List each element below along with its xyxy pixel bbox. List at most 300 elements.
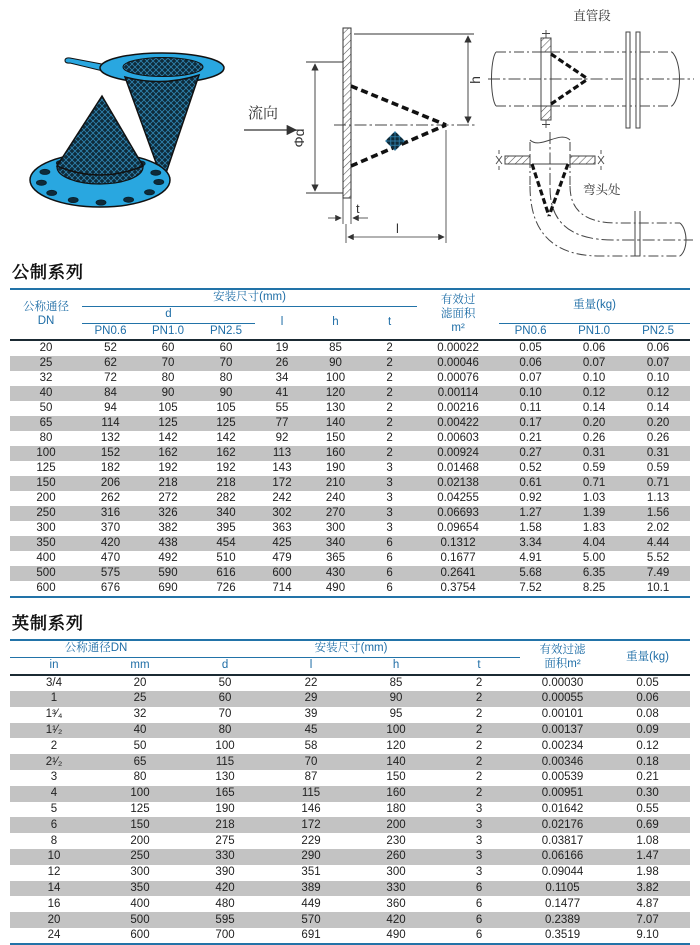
table-cell: 240 (325, 492, 346, 505)
table-cell: 0.14 (582, 402, 606, 415)
table-cell: 0.3519 (544, 928, 581, 941)
table-cell: 95 (389, 708, 403, 721)
table-cell: 2¹⁄₂ (45, 755, 63, 768)
table-cell: 2 (475, 692, 483, 705)
table-row (10, 928, 690, 944)
table-cell: 8.25 (582, 582, 606, 595)
table-cell: 1.27 (519, 507, 542, 520)
table-cell: 125 (130, 802, 150, 815)
table-cell: 143 (272, 462, 292, 475)
col-header-t: t (477, 659, 481, 672)
table-cell: 570 (301, 913, 321, 926)
table-cell: 0.14 (646, 402, 670, 415)
col-header-in: in (49, 659, 59, 672)
table-cell: 142 (158, 432, 178, 445)
table-row (10, 912, 690, 928)
table-cell: 90 (389, 692, 403, 705)
table-cell: 5.68 (519, 567, 542, 580)
table-cell: 60 (218, 692, 232, 705)
table-row (10, 371, 690, 386)
table-cell: 242 (272, 492, 292, 505)
table-cell: 0.06 (519, 357, 542, 370)
table-cell: 400 (36, 552, 56, 565)
table-cell: 3 (475, 802, 483, 815)
table-cell: 0.27 (519, 447, 542, 460)
elbow-label: 弯头处 (583, 183, 621, 197)
table-cell: 1.58 (519, 522, 542, 535)
table-row (10, 566, 690, 581)
table-cell: 0.1677 (440, 552, 476, 565)
table-cell: 425 (272, 537, 292, 550)
table-cell: 0.00951 (541, 787, 584, 800)
table-cell: 34 (275, 372, 289, 385)
table-cell: 180 (386, 802, 406, 815)
table-cell: 3 (386, 492, 393, 505)
table-cell: 150 (36, 477, 56, 490)
col-header-d-pn06: PN0.6 (94, 324, 127, 337)
table-row (10, 865, 690, 881)
col-header-h: h (392, 659, 400, 672)
table-cell: 41 (275, 387, 289, 400)
table-cell: 80 (133, 771, 147, 784)
table-cell: 0.1312 (440, 537, 476, 550)
table-cell: 500 (36, 567, 56, 580)
table-cell: 0.59 (582, 462, 606, 475)
table-cell: 0.01642 (541, 802, 584, 815)
table-cell: 0.00539 (541, 771, 584, 784)
h-label: h (467, 76, 483, 84)
table-cell: 70 (218, 708, 232, 721)
table-cell: 2 (362, 340, 417, 356)
table-cell: 595 (215, 913, 235, 926)
table-cell: 714 (272, 582, 292, 595)
table-row (10, 551, 690, 566)
table-cell: 0.00603 (437, 432, 479, 445)
table-cell: 218 (215, 818, 235, 831)
col-header-l: l (309, 659, 313, 672)
table-cell: 100 (130, 787, 150, 800)
table-cell: 90 (161, 387, 175, 400)
table-cell: 0.10 (582, 372, 606, 385)
metric-table-header (10, 289, 690, 340)
col-header-install-size: 安装尺寸(mm) (182, 640, 520, 657)
table-cell: 0.02176 (541, 818, 584, 831)
table-cell: 262 (100, 492, 121, 505)
table-cell: 150 (386, 771, 406, 784)
table-cell: 2 (386, 432, 393, 445)
table-cell: 0.26 (582, 432, 606, 445)
table-cell: 6 (386, 582, 393, 595)
table-cell: 4.44 (646, 537, 670, 550)
table-cell: 0.00137 (541, 723, 584, 736)
table-row (10, 491, 690, 506)
col-header-dn: 公称通径DN (10, 640, 182, 657)
col-header-area (520, 640, 605, 675)
col-header-area (417, 289, 499, 340)
table-cell: 6 (475, 913, 483, 926)
table-cell: 616 (216, 567, 236, 580)
table-cell: 575 (100, 567, 121, 580)
mesh-symbol (385, 131, 405, 151)
table-cell: 6 (475, 881, 483, 894)
table-row (10, 723, 690, 739)
table-cell: 0.2641 (440, 567, 476, 580)
table-cell: 690 (158, 582, 178, 595)
table-row (10, 416, 690, 431)
table-cell: 0.00046 (437, 357, 479, 370)
table-cell: 0.06693 (437, 507, 479, 520)
table-cell: 90 (329, 357, 342, 370)
col-header-h: h (332, 316, 339, 329)
table-cell: 80 (219, 372, 233, 385)
col-header-d: d (221, 659, 229, 672)
table-cell: 92 (275, 432, 289, 445)
cone-strainer-illustration (12, 10, 240, 252)
table-cell: 6 (386, 567, 393, 580)
table-cell: 65 (39, 417, 53, 430)
table-cell: 395 (216, 522, 236, 535)
table-cell: 0.30 (636, 787, 659, 800)
table-cell: 0.17 (519, 417, 542, 430)
table-cell: 0.00101 (541, 708, 584, 721)
table-cell: 0.04255 (437, 492, 479, 505)
table-cell: 6 (475, 897, 483, 910)
table-cell: 0.69 (636, 818, 659, 831)
table-cell: 600 (36, 582, 56, 595)
table-cell: 0.10 (519, 387, 542, 400)
table-cell: 16 (47, 897, 61, 910)
table-row (10, 691, 690, 707)
table-cell: 510 (216, 552, 236, 565)
table-cell: 382 (158, 522, 178, 535)
table-cell: 275 (215, 834, 235, 847)
table-row (10, 581, 690, 597)
table-row (10, 431, 690, 446)
table-cell: 0.05 (499, 340, 562, 356)
table-cell: 130 (215, 771, 235, 784)
table-row (10, 506, 690, 521)
table-cell: 218 (158, 477, 178, 490)
table-cell: 365 (325, 552, 346, 565)
table-cell: 4.91 (519, 552, 542, 565)
table-cell: 3.82 (636, 881, 659, 894)
table-cell: 206 (100, 477, 121, 490)
table-cell: 0.09 (636, 723, 659, 736)
table-cell: 330 (386, 881, 406, 894)
flange-plate-section (343, 28, 351, 198)
table-cell: 26 (275, 357, 289, 370)
table-cell: 691 (301, 928, 321, 941)
upright-cone-mesh (57, 96, 143, 175)
table-cell: 470 (100, 552, 121, 565)
area-header-line3: m² (451, 321, 465, 334)
table-cell: 7.07 (636, 913, 659, 926)
col-header-weight: 重量(kg) (499, 289, 690, 323)
table-cell: 0.07 (646, 357, 670, 370)
table-cell: 726 (216, 582, 236, 595)
table-cell: 272 (158, 492, 178, 505)
table-cell: 90 (219, 387, 233, 400)
table-cell: 4 (50, 787, 58, 800)
flow-direction-label: 流向 (248, 105, 279, 122)
table-cell: 300 (325, 522, 346, 535)
col-header-w-pn10: PN1.0 (578, 324, 611, 337)
table-cell: 160 (325, 447, 346, 460)
table-cell: 80 (161, 372, 175, 385)
table-cell: 58 (304, 739, 318, 752)
table-cell: 0.00924 (437, 447, 479, 460)
col-header-d-pn25: PN2.5 (210, 324, 242, 337)
area-header-line2: 面积m² (544, 657, 581, 670)
imperial-series-title: 英制系列 (12, 614, 84, 634)
table-cell: 125 (158, 417, 178, 430)
table-cell: 370 (100, 522, 121, 535)
table-cell: 2 (386, 357, 393, 370)
table-cell: 0.21 (519, 432, 542, 445)
table-cell: 210 (325, 477, 346, 490)
table-cell: 25 (133, 692, 147, 705)
table-cell: 0.09654 (437, 522, 479, 535)
table-cell: 300 (130, 866, 150, 879)
table-cell: 2 (386, 447, 393, 460)
table-cell: 230 (386, 834, 406, 847)
table-cell: 40 (133, 723, 147, 736)
table-cell: 0.2389 (544, 913, 581, 926)
imperial-table (10, 639, 690, 945)
table-cell: 2 (438, 675, 520, 691)
table-cell: 3.34 (519, 537, 542, 550)
table-cell: 7.52 (519, 582, 542, 595)
phi-d-dimension (306, 62, 343, 193)
table-cell: 60 (197, 340, 255, 356)
table-cell: 282 (216, 492, 236, 505)
table-row (10, 833, 690, 849)
table-cell: 55 (275, 402, 289, 415)
col-header-mm: mm (130, 659, 150, 672)
table-cell: 190 (325, 462, 346, 475)
strainer-mesh-opening (123, 58, 203, 77)
table-cell: 218 (216, 477, 236, 490)
table-cell: 250 (36, 507, 56, 520)
table-cell: 3 (386, 477, 393, 490)
table-cell: 10 (47, 850, 61, 863)
table-cell: 0.21 (636, 771, 659, 784)
metric-table-body (10, 340, 690, 597)
bolt-symbol-right (598, 150, 604, 170)
table-cell: 190 (215, 802, 235, 815)
table-cell: 0.00030 (520, 675, 605, 691)
table-cell: 20 (47, 913, 61, 926)
table-cell: 84 (104, 387, 117, 400)
table-row (10, 386, 690, 401)
table-cell: 172 (272, 477, 292, 490)
table-cell: 162 (158, 447, 178, 460)
table-cell: 0.09044 (541, 866, 584, 879)
table-cell: 1¹⁄₂ (45, 723, 63, 736)
strainer-dimension-diagram (236, 6, 484, 254)
table-cell: 0.00076 (437, 372, 479, 385)
table-cell: 500 (130, 913, 150, 926)
table-cell: 0.71 (646, 477, 670, 490)
table-cell: 0.18 (636, 755, 659, 768)
col-header-d: d (82, 306, 255, 323)
table-cell: 50 (182, 675, 268, 691)
table-cell: 0.26 (646, 432, 670, 445)
table-row (10, 881, 690, 897)
table-row (10, 340, 690, 356)
figures-row (0, 0, 700, 258)
table-row (10, 754, 690, 770)
elbow-flange-right (570, 156, 595, 164)
elbow-flange-left (505, 156, 530, 164)
table-cell: 3 (386, 462, 393, 475)
table-cell: 0.92 (519, 492, 542, 505)
table-cell: 120 (386, 739, 406, 752)
imperial-table-header (10, 640, 690, 675)
table-cell: 39 (304, 708, 318, 721)
table-cell: 0.52 (519, 462, 542, 475)
table-cell: 24 (47, 928, 61, 941)
elbow-centerline (550, 132, 693, 240)
table-cell: 260 (386, 850, 406, 863)
table-cell: 2 (475, 708, 483, 721)
table-cell: 2 (386, 402, 393, 415)
table-cell: 2.02 (646, 522, 670, 535)
table-cell: 77 (275, 417, 289, 430)
table-cell: 40 (39, 387, 53, 400)
table-cell: 12 (47, 866, 61, 879)
area-header-line2: 滤面积 (440, 307, 476, 320)
table-cell: 0.01468 (437, 462, 479, 475)
table-cell: 340 (216, 507, 236, 520)
table-cell: 125 (36, 462, 56, 475)
col-header-d-pn10: PN1.0 (152, 324, 184, 337)
table-cell: 60 (139, 340, 197, 356)
table-cell: 351 (301, 866, 321, 879)
col-header-weight: 重量(kg) (626, 650, 669, 663)
table-cell: 389 (301, 881, 321, 894)
table-cell: 300 (386, 866, 406, 879)
bolt-symbol-left (496, 150, 502, 170)
table-cell: 290 (301, 850, 321, 863)
table-cell: 152 (100, 447, 121, 460)
cone-section-edges (351, 86, 446, 166)
table-cell: 20 (10, 340, 82, 356)
table-cell: 2 (50, 739, 58, 752)
table-cell: 229 (301, 834, 321, 847)
table-cell: 420 (215, 881, 235, 894)
table-cell: 350 (36, 537, 56, 550)
t-dimension (328, 198, 368, 224)
straight-pipe-label: 直管段 (573, 9, 611, 23)
table-cell: 32 (39, 372, 53, 385)
table-cell: 192 (216, 462, 236, 475)
table-cell: 350 (130, 881, 150, 894)
table-cell: 1.56 (646, 507, 670, 520)
table-cell: 0.12 (582, 387, 606, 400)
table-cell: 1.08 (636, 834, 659, 847)
table-cell: 600 (130, 928, 150, 941)
table-cell: 0.71 (582, 477, 606, 490)
table-row (10, 461, 690, 476)
table-cell: 0.31 (646, 447, 670, 460)
table-row (10, 536, 690, 551)
l-label: l (396, 221, 399, 236)
table-cell: 3/4 (10, 675, 98, 691)
table-cell: 172 (301, 818, 321, 831)
table-cell: 6 (386, 537, 393, 550)
table-cell: 1.98 (636, 866, 659, 879)
table-row (10, 675, 690, 691)
t-label: t (356, 201, 360, 216)
table-cell: 200 (386, 818, 406, 831)
table-cell: 32 (133, 708, 147, 721)
table-cell: 0.06166 (541, 850, 584, 863)
table-cell: 300 (36, 522, 56, 535)
table-cell: 3 (386, 507, 393, 520)
table-cell: 0.07 (519, 372, 542, 385)
table-cell: 52 (82, 340, 139, 356)
table-cell: 3 (475, 834, 483, 847)
table-cell: 390 (215, 866, 235, 879)
table-cell: 2 (475, 755, 483, 768)
table-cell: 0.00022 (417, 340, 499, 356)
table-cell: 0.20 (646, 417, 670, 430)
table-cell: 600 (272, 567, 292, 580)
table-cell: 3 (50, 771, 58, 784)
table-cell: 192 (158, 462, 178, 475)
table-cell: 85 (354, 675, 438, 691)
dn-header-line2: DN (37, 314, 55, 327)
table-cell: 115 (301, 787, 321, 800)
table-row (10, 707, 690, 723)
pipe-stub-flange (635, 211, 640, 256)
table-cell: 270 (325, 507, 346, 520)
table-cell: 0.1105 (545, 881, 580, 894)
table-cell: 479 (272, 552, 292, 565)
table-cell: 0.00346 (541, 755, 584, 768)
table-cell: 438 (158, 537, 178, 550)
col-header-dn (10, 289, 82, 340)
table-cell: 115 (215, 755, 235, 768)
table-cell: 0.61 (519, 477, 542, 490)
metric-table (10, 288, 690, 598)
table-cell: 0.20 (582, 417, 606, 430)
table-cell: 150 (325, 432, 346, 445)
table-cell: 162 (216, 447, 236, 460)
h-dimension (354, 34, 474, 123)
table-cell: 430 (325, 567, 346, 580)
table-cell: 4.04 (582, 537, 606, 550)
table-cell: 330 (215, 850, 235, 863)
dn-header-line1: 公称通径 (23, 300, 69, 313)
table-cell: 0.59 (646, 462, 670, 475)
table-cell: 130 (325, 402, 346, 415)
table-cell: 0.31 (582, 447, 606, 460)
table-cell: 142 (216, 432, 236, 445)
table-cell: 10.1 (646, 582, 670, 595)
table-cell: 1.39 (582, 507, 606, 520)
table-cell: 80 (218, 723, 232, 736)
table-cell: 2 (475, 787, 483, 800)
table-cell: 100 (215, 739, 235, 752)
table-cell: 7.49 (646, 567, 670, 580)
table-cell: 316 (100, 507, 121, 520)
table-row (10, 817, 690, 833)
table-cell: 0.12 (636, 739, 659, 752)
table-cell: 5 (50, 802, 58, 815)
table-cell: 160 (386, 787, 406, 800)
